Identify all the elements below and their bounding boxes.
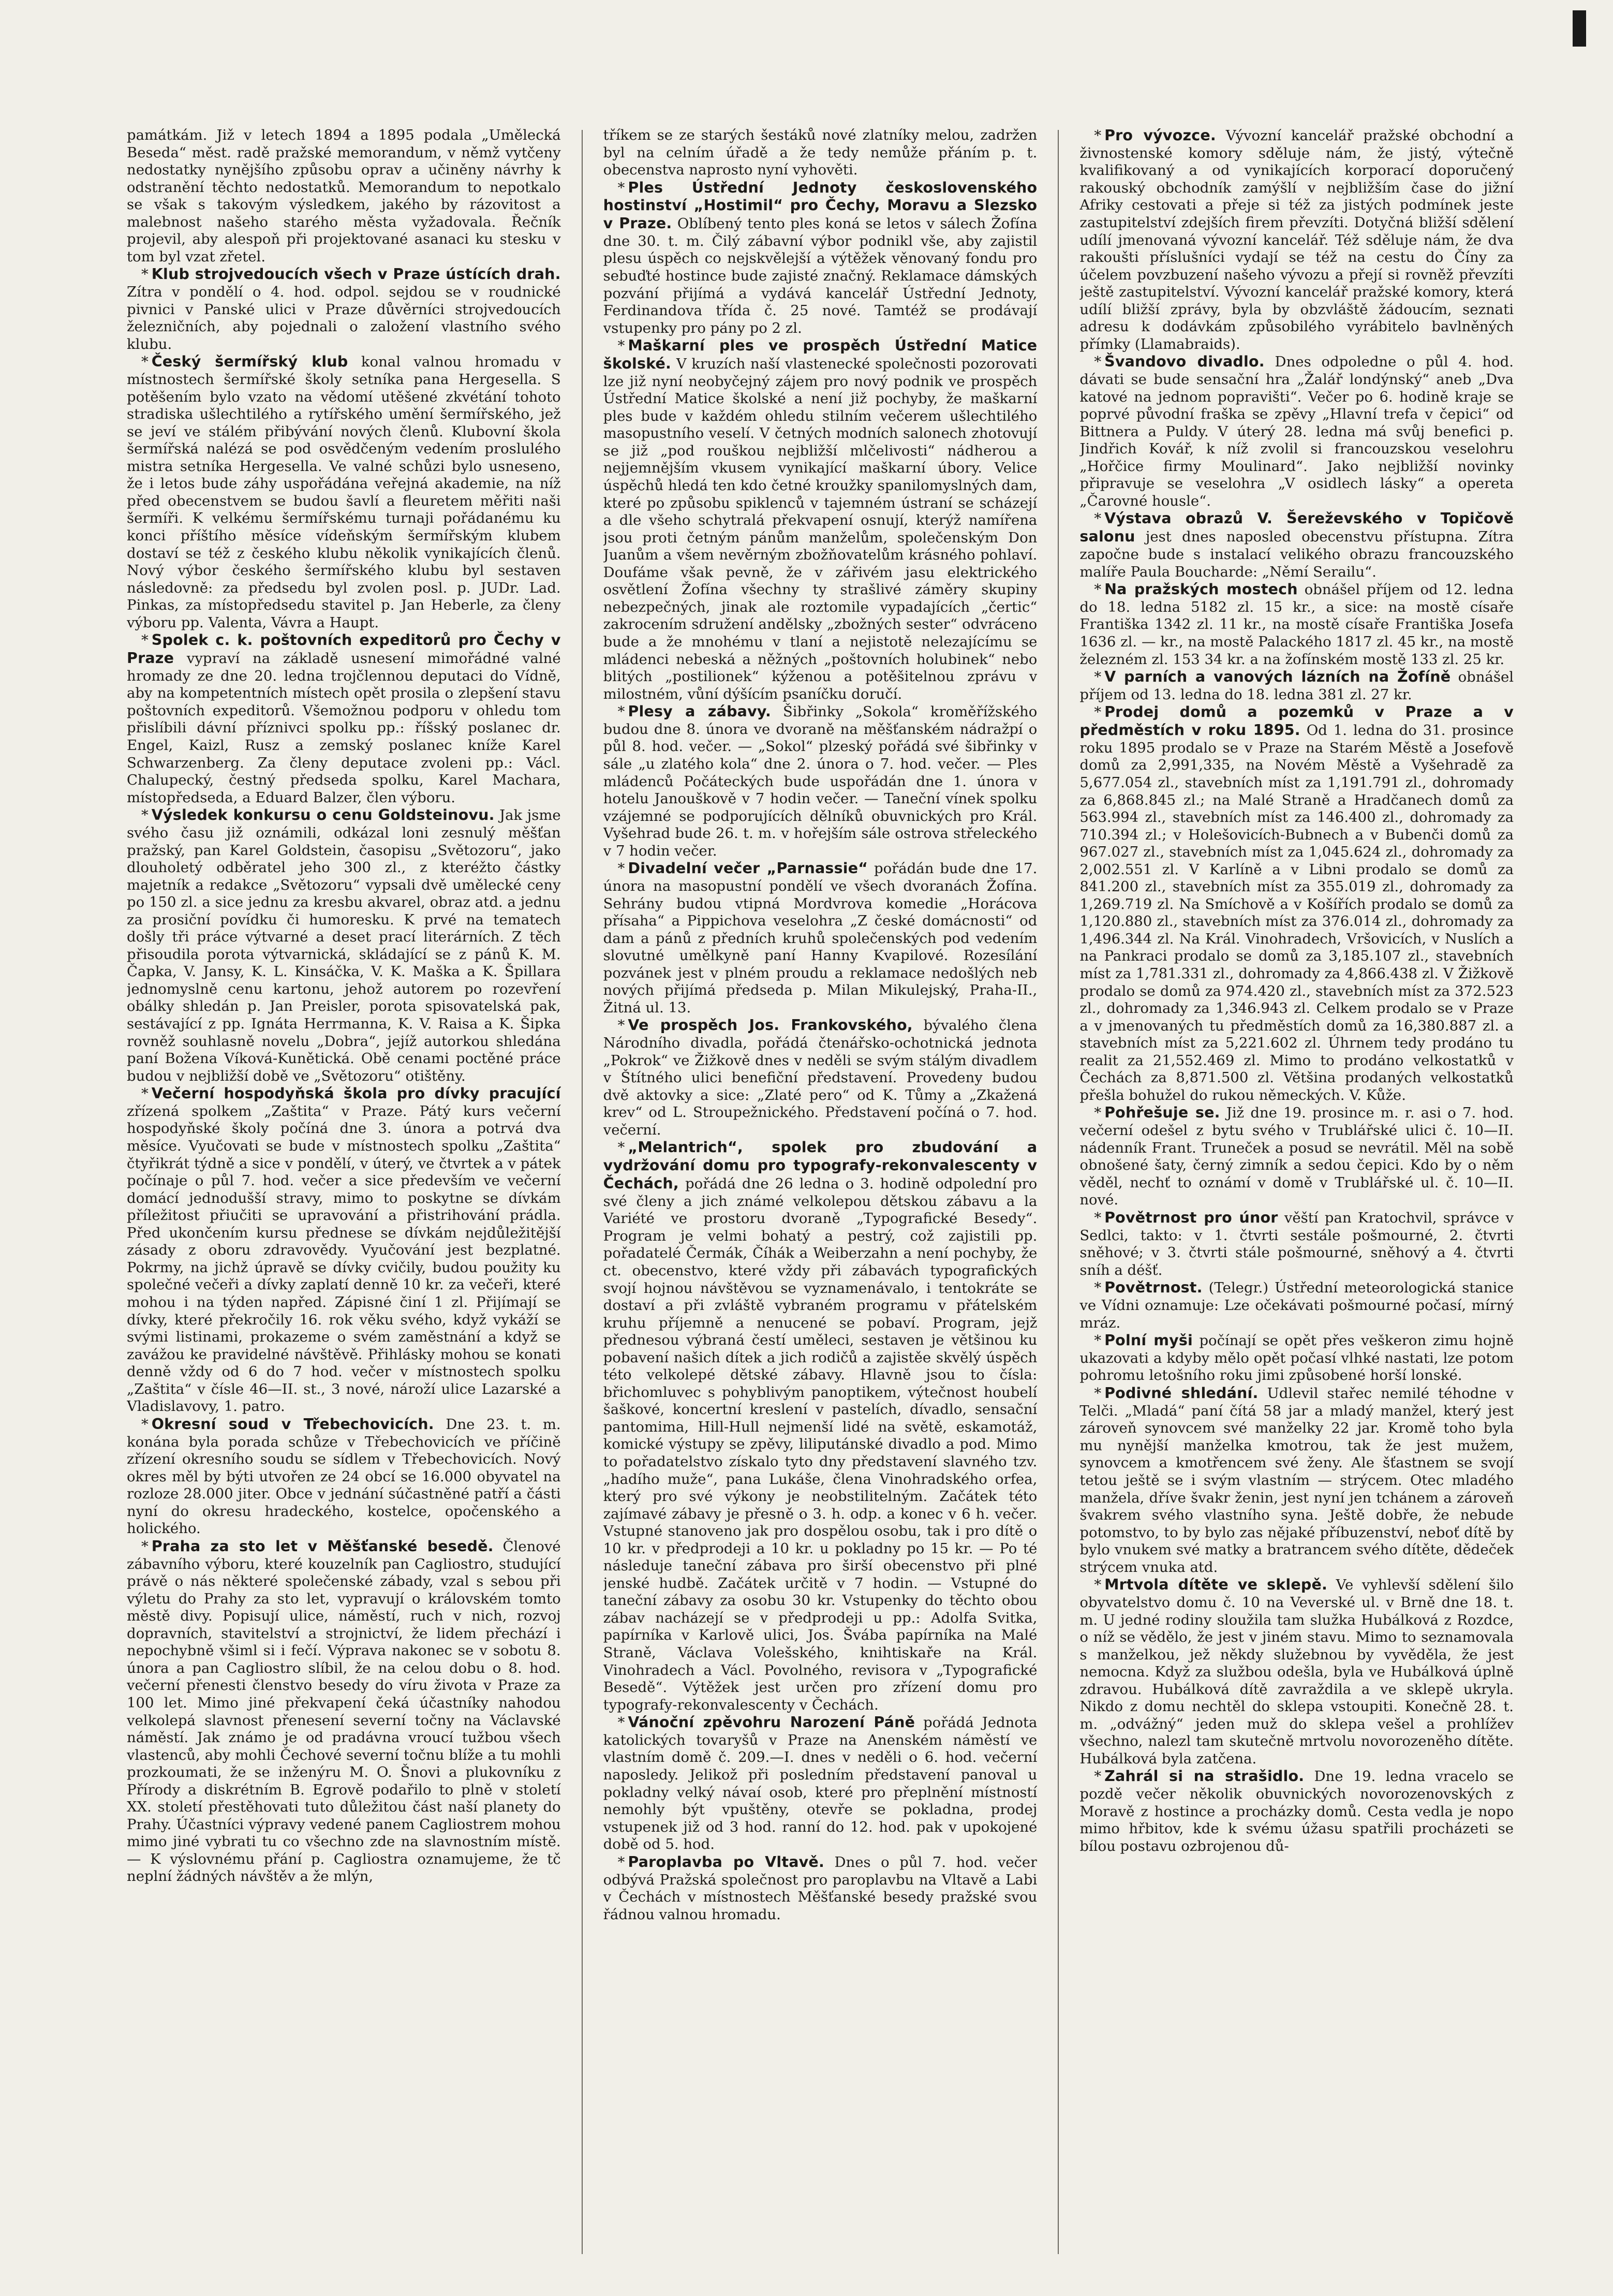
article-body: konal valnou hromadu v místnostech šermířské školy setníka pana Hergesella. S potěšením bylo vzato na vědomí utěšené zkvétání tohoto stradiska ušlechtilého a rytířského umění šermířského, jež se jeví ve stálém přibývání nových členů. Klubovní škola šermířská nalézá se pod osvědčeným vedením proslulého mistra setníka Hergesella. Ve valné schůzi bylo usneseno, že i letos bude záhy uspořádána veřejná akademie, na níž před obecenstvem se budou šavlí a fleuretem měřiti naši šermíři. K velkému šermířskému turnaji pořádanému ku konci příštího měsíce vídeňským šermířským klubem dostaví se též z českého klubu několik vynikajících členů. Nový výbor českého šermířského klubu byl sestaven následovně: za předsedu byl zvolen posl. p. JUDr. Lad. Pinkas, za místopředsedu stavitel p. Jan Heberle, za členy výboru pp. Valenta, Vávra a Haupt. bbox=[127, 354, 561, 631]
article bbox=[1079, 668, 1514, 703]
article-headline: Zahrál si na strašidlo. bbox=[1104, 1768, 1305, 1785]
article-marker-icon: * bbox=[1094, 1577, 1102, 1594]
article bbox=[1079, 581, 1514, 668]
article-marker-icon: * bbox=[617, 1139, 625, 1156]
article bbox=[603, 1714, 1038, 1853]
article-headline: Vánoční zpěvohru Narození Páně bbox=[628, 1714, 915, 1731]
article-marker-icon: * bbox=[617, 179, 625, 196]
article-headline: V parních a vanových lázních na Žofíně bbox=[1104, 668, 1451, 686]
column-1 bbox=[127, 127, 561, 2264]
article-body: Dnes odpoledne o půl 4. hod. dávati se bude sensační hra „Žalář londýnský“ aneb „Dva katové na jednom popravišti“. Večer po 6. hodině kraje se poprvé původní fraška se zpěvy „Hlavní trefa v čepici“ od Bittnera a Puldy. V úterý 28. ledna má svůj benefici p. Jindřich Kovář, k níž zvolil si francouzskou veselohru „Hořčice firmy Moulinard“. Jako nejbližší novinky připravuje se veselohra „V osidlech lásky“ a opereta „Čarovné housle“. bbox=[1079, 354, 1514, 509]
article bbox=[1079, 127, 1514, 353]
article bbox=[1079, 1768, 1514, 1855]
article-headline: Divadelní večer „Parnassie“ bbox=[628, 860, 868, 877]
article-marker-icon: * bbox=[1094, 510, 1102, 527]
article-marker-icon: * bbox=[617, 860, 625, 877]
text-columns bbox=[127, 127, 1514, 2264]
article bbox=[603, 1139, 1038, 1714]
article-headline: Švandovo divadlo. bbox=[1104, 353, 1265, 371]
article-body: Dne 23. t. m. konána byla porada schůze v Třebechovicích ve příčině zřízení okresního soudu se sídlem v Třebechovicích. Nový okres měl by býti utvořen ze 24 obcí se 16.000 obyvatel na rozloze 28.000 jiter. Obce v jednání súčastněné patří a části nyní do okresu hradeckého, kostelce, opočenského a holického. bbox=[127, 1416, 561, 1537]
article-headline: Výstava obrazů V. Šereževského v Topičově salonu bbox=[1079, 510, 1514, 546]
article-body: Šibřinky „Sokola“ kroměřížského budou dne 8. února ve dvoraně na měšťanském nádražpí o půl 8. hod. večer. — „Sokol“ plzeský pořádá své šibřinky v sále „u zlatého kola“ dne 2. února o 7. hod. večer. — Ples mládenců Počáteckých bude uspořádán dne 1. února v hotelu Janouškově v 7 hodin večer. — Taneční vínek spolku vzájemné se podporujících dělníků obuvnických pro Král. Vyšehrad bude 26. t. m. v hořejším sále ostrova střeleckého v 7 hodin večer. bbox=[603, 703, 1038, 859]
article-headline: Ve prospěch Jos. Frankovského, bbox=[628, 1017, 913, 1034]
article-headline: Klub strojvedoucích všech v Praze ústících drah. bbox=[151, 266, 561, 283]
article-body: památkám. Již v letech 1894 a 1895 podala „Umělecká Beseda“ měst. radě pražské memorandum, v němž vytčeny nedostatky nynějšího způsobu oprav a učiněny návrhy k odstranění těchto nedostatků. Memorandum to nepotkalo se však s takovým výsledkem, jakého by rázovitost a malebnost našeho starého města vyžadovala. Řečník projevil, aby alespoň při projektované asanaci ku stesku v tom byl vzat zřetel. bbox=[127, 127, 561, 265]
article-headline: Plesy a zábavy. bbox=[628, 703, 772, 720]
article-headline: Mrtvola dítěte ve sklepě. bbox=[1104, 1576, 1328, 1594]
article-marker-icon: * bbox=[1094, 1279, 1102, 1297]
article-body: Od 1. ledna do 31. prosince roku 1895 prodalo se v Praze na Starém Městě a Josefově domů za 2,991,335, na Novém Městě a Vyšehradě za 5,677.054 zl., stavebních míst za 1,191.791 zl., dohromady za 6,868.845 zl.; na Malé Straně a Hradčanech domů za 563.994 zl., stavebních míst za 146.400 zl., dohromady za 710.394 zl.; v Holešovicích-Bubnech a v Bubenči domů za 967.027 zl., stavebních míst za 1,045.624 zl., dohromady za 2,002.551 zl. V Karlíně a v Libni prodalo se domů za 841.200 zl., stavebních míst za 355.019 zl., dohromady za 1,269.719 zl. Na Smíchově a v Košířích prodalo se domů za 1,120.880 zl., stavebních míst za 376.014 zl., dohromady za 1,496.344 zl. Na Král. Vinohradech, Vršovicích, v Nuslích a na Pankraci prodalo se domů za 3,185.107 zl., stavebních míst za 1,781.331 zl., dohromady za 4,866.438 zl. V Žižkově prodalo se domů za 974.420 zl., stavebních míst za 372.523 zl., dohromady za 1,346.943 zl. Celkem prodalo se v Praze a v jmenovaných tu předměstích domů za 16,380.887 zl. a stavebních míst za 5,221.602 zl. Úhrnem tedy prodáno tu realit za 21,552.469 zl. Mimo to prodáno velkostatků v Čechách za 8,871.500 zl. Většina prodaných velkostatků přešla bohužel do rukou německých. V. Kůže. bbox=[1079, 722, 1514, 1103]
article-body: pořádán bude dne 17. února na masopustní pondělí ve všech dvoranách Žofína. Sehrány budou vtipná Mordvrova komedie „Horácova přísaha“ a Pippichova veselohra „Z české domácnosti“ od dam a pánů z předních kruhů společenských pod vedením slovutné umělkyně paní Hanny Kvapilové. Rozesílání pozvánek jest v plném proudu a reklamace nedošlých neb nových přijímá předseda p. Milan Mikulejský, Praha-II., Žitná ul. 13. bbox=[603, 860, 1038, 1016]
article-headline: Český šermířský klub bbox=[151, 353, 348, 371]
article-body: obnášel příjem od 13. ledna do 18. ledna 381 zl. 27 kr. bbox=[1079, 669, 1514, 703]
article-marker-icon: * bbox=[617, 1017, 625, 1034]
article-body: tříkem se ze starých šestáků nové zlatníky melou, zadržen byl na celním úřadě a že tedy nemůže přáním p. t. obecenstva naprosto nyní vyhověti. bbox=[603, 127, 1038, 179]
article-body: Jak jsme svého času již oznámili, odkázal loni zesnulý měšťan pražský, pan Karel Goldstein, časopisu „Světozoru“, jako dlouholetý odběratel jeho 300 zl., z kteréžto částky majetník a redakce „Světozoru“ vypsali dvě umělecké ceny po 150 zl. a sice jednu za kresbu akvarel, obraz atd. a jednu za prosiční povídku či humoresku. K prvé na tematech došly tři práce výtvarné a deset prací literárních. Z těch přisoudila porota výtvarnická, skládající se z pánů K. M. Čapka, V. Jansy, K. L. Kinsáčka, V. K. Maška a K. Špillara jednomyslně cenu kartonu, jehož autorem po rozevření obálky shledán p. Jan Preisler, porota spisovatelská pak, sestávající z pp. Ignáta Herrmanna, K. V. Raisa a K. Šipka rovněž souhlasně novelu „Dobra“, jejíž autorkou shledána paní Božena Víková-Kunětická. Obě cenami poctěné práce budou v nejbližší době ve „Světozoru“ otištěny. bbox=[127, 807, 561, 1084]
article bbox=[1079, 1576, 1514, 1768]
article-headline: Polní myši bbox=[1104, 1332, 1193, 1349]
column-rule bbox=[1058, 130, 1059, 2254]
article-marker-icon: * bbox=[1094, 1105, 1102, 1122]
article bbox=[127, 1085, 561, 1416]
article bbox=[603, 127, 1038, 179]
article bbox=[603, 337, 1038, 703]
column-2 bbox=[603, 127, 1038, 2264]
article-marker-icon: * bbox=[141, 1085, 149, 1102]
article bbox=[1079, 1332, 1514, 1385]
article-marker-icon: * bbox=[617, 703, 625, 720]
article bbox=[127, 266, 561, 353]
article-headline: Večerní hospodyňská škola pro dívky pracující bbox=[151, 1085, 561, 1102]
article-body: jest dnes naposled obecenstvu přístupna. Zítra započne bude s instalací velikého obrazu francouzského malíře Paula Boucharde: „Němí Serailu“. bbox=[1079, 528, 1514, 580]
article bbox=[127, 353, 561, 631]
column-rule bbox=[582, 130, 583, 2254]
article-marker-icon: * bbox=[617, 1853, 625, 1871]
article-body: Členové zábavního výboru, které kouzelník pan Cagliostro, studující právě o nás některé společenské zábady, vzal s sebou při výletu do Prahy za sto let, vypravují o královském tomto městě divy. Popisují ulice, náměstí, ruch v nich, rozvoj dopravních, stavitelství a strojnictví, že lidem přechází i nepochybně všiml si i fečí. Výprava nakonec se v sobotu 8. února a pan Cagliostro slíbil, že na celou dobu o 8. hod. večerní přenesti členstvo besedy do víru života v Praze za 100 let. Mimo jiné překvapení čeká účastníky nahodou velkolepá slavnost přenesení severní točny na Václavské náměstí. Jak známo je od pradávna vroucí tužbou všech vlastenců, aby mohli Čechové severní točnu blíže a tu mohli prozkoumati, že se inženýru M. O. Šnovi a plukovníku z Přírody a diskrétním B. Egrově podařilo to plně v století XX. století přestěhovati tuto důležitou část naší planety do Prahy. Účastníci výpravy vedené panem Cagliostrem mohou mimo jiné vybrati tu co všechno zde na slavnostním místě. — K výslovnému přání p. Cagliostra oznamujeme, že tč neplní žádných návštěv a že mlýn, bbox=[127, 1538, 561, 1885]
article bbox=[1079, 510, 1514, 581]
article bbox=[603, 703, 1038, 860]
article-body: Již dne 19. prosince m. r. asi o 7. hod. večerní odešel z bytu svého v Trublářské ulici č. 10—II. nádenník Frant. Truneček a posud se nevrátil. Měl na sobě obnošené šaty, černý zimník a sedou čepici. Kdo by o něm věděl, nechť to oznámí v domě v Trublářské ul. č. 10—II. nové. bbox=[1079, 1105, 1514, 1209]
article-headline: Prodej domů a pozemků v Praze a v předměstích v roku 1895. bbox=[1079, 703, 1514, 739]
article-marker-icon: * bbox=[141, 1538, 149, 1555]
article-body: V kruzích naší vlastenecké společnosti pozorovati lze již nyní neobyčejný zájem pro nový podnik ve prospěch Ústřední Matice školské a není již pochyby, že maškarní ples bude v každém ohledu stilním večerem ušlechtilého masopustního veselí. V četných modních salonech zhotovují se již „pod rouškou nejbližší mlčelivosti“ nádherou a nejjemnějším vkusem vynikající maškarní úbory. Velice úspěchů hledá ten kdo četné kroužky spanilomyslných dam, které po způsobu spiklenců v tajemném ústraní se scházejí a dle všeho schytralá překvapení osnují, kterýž namířena jsou proti četným pánům manželům, společenským Don Juanům a všem nevěrným zbožňovatelům krásného pohlaví. Doufáme však pevně, že v zářivém jasu elektrického osvětlení Žofína všechny ty strašlivé záměry skupiny nebezpečných, jinak ale roztomile vypadajících „čertic“ zakrocením sdružení andělsky „zbožných sester“ odvráceno bude a že mnohému v tlaní a nejistotě nelezajícímu se mládenci nebeská a něžných „poštovních holubinek“ nebo blitých „postilionek“ kýženou a potěšitelnou zprávu v milostném, vůní dýšícím psaníčku doručí. bbox=[603, 355, 1038, 702]
article-body: Ve vyhlevší sdělení šilo obyvatelstvo domu č. 10 na Veverské ul. v Brně dne 18. t. m. U jedné rodiny sloužila tam služka Hubálková z Rozdce, o níž se vědělo, že jest v jiném stavu. Mimo to seznamovala s manželkou, jež někdy služebnou by vyvěděla, že jest nemocna. Když za službou odešla, byla ve Hubálková úplně zdravou. Hubálková dítě zavraždila a ve sklepě ukryla. Nikdo z domu nechtěl do sklepa vstoupiti. Konečně 28. t. m. „odvážný“ jeden muž do sklepa vešel a prohlížev všechno, nalezl tam skutečně mrtvolu novorozeněho dítěte. Hubálková byla zatčena. bbox=[1079, 1577, 1514, 1767]
article-headline: Paroplavba po Vltavě. bbox=[628, 1853, 824, 1871]
article-headline: Povětrnost pro únor bbox=[1104, 1209, 1278, 1226]
article-body: Dnes o půl 7. hod. večer odbývá Pražská společnost pro paroplavbu na Vltavě a Labi v Čechách v místnostech Měšťanské besedy pražské svou řádnou valnou hromadu. bbox=[603, 1853, 1038, 1923]
article bbox=[127, 631, 561, 806]
article-body: bývalého člena Národního divadla, pořádá čtenářsko-ochotnická jednota „Pokrok“ ve Žižkově dnes v neděli se svým stálým divadlem v Štítného ulici benefiční představení. Provedeny budou dvě aktovky a sice: „Zlaté pero“ od K. Tůmy a „Zkažená krev“ od L. Stroupežnického. Představení počíná o 7. hod. večerní. bbox=[603, 1017, 1038, 1138]
article-headline: Podivné shledání. bbox=[1104, 1385, 1259, 1402]
article-body: zřízená spolkem „Zaštita“ v Praze. Pátý kurs večerní hospodyňské školy počíná dne 3. února a potrvá dva měsíce. Vyučovati se bude v místnostech spolku „Zaštita“ čtyřikrát týdně a sice v pondělí, v úterý, ve čtvrtek a v pátek počínaje o půl 7. hod. večer a sice především ve večerní domácí jednodušší stravy, mimo to poskytne se dívkám příležitost přiučiti se upravování a přistrihování prádla. Před ukončením kursu přednese se dívkám nejdůležitější zásady z oboru zdravovědy. Vyučování jest bezplatné. Pokrmy, na jichž úpravě se dívky cvičily, budou použity ku společné večeři a dívky zaplatí denně 10 kr. za večeři, které mohou i na týden napřed. Zápisné činí 1 zl. Přijímají se dívky, které překročily 16. rok věku svého, když vykáží se svými listinami, prokazeme o svém zaměstnání a když se zavážou ke pravidelné návštěvě. Přihlásky mohou se konati denně vždy od 6 do 7 hod. večer v místnostech spolku „Zaštita“ v čísle 46—II. st., 3 nové, nároží ulice Lazarské a Vladislavovy, 1. patro. bbox=[127, 1102, 561, 1415]
article-marker-icon: * bbox=[1094, 669, 1102, 686]
article-body: Oblíbený tento ples koná se letos v sálech Žofína dne 30. t. m. Čilý zábavní výbor podnikl vše, aby zajistil plesu úspěch co nejskvělejší a výtěžek věnovaný fondu pro sebuďté hostince bude zajisté značný. Reklamace dámských pozvání přijímá a vydává kancelář Ústřední Jednoty, Ferdinandova třída č. 25 nové. Tamtéž se prodávají vstupenky pro pány po 2 zl. bbox=[603, 215, 1038, 336]
article bbox=[127, 1538, 561, 1886]
article-headline: Na pražských mostech bbox=[1104, 581, 1298, 598]
article-body: Zítra v pondělí o 4. hod. odpol. sejdou se v roudnické pivnici v Panské ulici v Praze důvěrníci strojvedoucích železničních, aby pojednali o založení vlastního svého klubu. bbox=[127, 284, 561, 352]
article-headline: Okresní soud v Třebechovicích. bbox=[151, 1415, 434, 1433]
article bbox=[1079, 1209, 1514, 1279]
article-headline: Spolek c. k. poštovních expeditorů pro Čechy v Praze bbox=[127, 631, 561, 667]
page-edge-mark bbox=[1573, 10, 1586, 47]
article bbox=[603, 1853, 1038, 1923]
article-marker-icon: * bbox=[1094, 581, 1102, 598]
article-marker-icon: * bbox=[141, 807, 149, 824]
article bbox=[1079, 703, 1514, 1104]
article-marker-icon: * bbox=[617, 337, 625, 355]
article-marker-icon: * bbox=[1094, 704, 1102, 721]
article bbox=[603, 1017, 1038, 1139]
article bbox=[603, 860, 1038, 1017]
article-headline: Maškarní ples ve prospěch Ústřední Matice školské. bbox=[603, 337, 1038, 372]
article bbox=[1079, 1104, 1514, 1209]
article-headline: Povětrnost. bbox=[1104, 1279, 1203, 1297]
article-body: vypraví na základě usnesení mimořádné valné hromady ze dne 20. ledna trojčlennou deputaci do Vídně, aby na kompetentních místech opět prosila o zlepšení stavu poštovních expeditorů. Všemožnou podporu v ohledu tom přislíbili dávní příznivci spolku pp.: říšský poslanec dr. Engel, Kaizl, Rusz a zemský poslanec kníže Karel Schwarzenberg. Za členy deputace zvoleni pp.: Václ. Chalupecký, čestný předseda spolku, Karel Machara, místopředseda, a Eduard Balzer, člen výboru. bbox=[127, 650, 561, 806]
article bbox=[127, 1416, 561, 1538]
article-headline: Ples Ústřední Jednoty československého hostinství „Hostimil“ pro Čechy, Moravu a Slezsko v Praze. bbox=[603, 179, 1038, 232]
article bbox=[127, 806, 561, 1085]
article-body: věští pan Kratochvil, správce v Sedlci, takto: v 1. čtvrti sestále pošmourné, 2. čtvrti sněhové; v 3. čtvrti stále pošmourné, sněhový a 4. čtvrti sníh a déšť. bbox=[1079, 1209, 1514, 1278]
article-marker-icon: * bbox=[1094, 354, 1102, 371]
article bbox=[1079, 1279, 1514, 1332]
article-marker-icon: * bbox=[1094, 127, 1102, 144]
article-headline: Praha za sto let v Měšťanské besedě. bbox=[151, 1537, 494, 1555]
article-body: Dne 19. ledna vracelo se pozdě večer několik obuvnických novorozenovských z Moravě z hostince a procházky domů. Cesta vedla je nopo mimo hřbitov, kde k svému úžasu spatřili procházeti se bílou postavu ozbrojenou dů- bbox=[1079, 1768, 1514, 1855]
article-headline: „Melantrich“, spolek pro zbudování a vydržování domu pro typografy-rekonvalescenty v Čechách, bbox=[603, 1139, 1038, 1192]
column-3 bbox=[1079, 127, 1514, 2264]
article-marker-icon: * bbox=[1094, 1385, 1102, 1402]
article-marker-icon: * bbox=[1094, 1332, 1102, 1349]
article bbox=[1079, 1385, 1514, 1576]
article-body: Vývozní kancelář pražské obchodní a živnostenské komory sděluje nám, že jistý, výtečně kvalifikovaný a od vynikajících korporací doporučený rakouský obchodník zamýšlí v nejbližším čase do jižní Afriky cestovati a přeje si též za jistých podmínek jeste zastupitelství zdejších firem převzíti. Dotyčná bližší sdělení udílí jmenovaná vývozní kancelář. Též sděluje nám, že dva rakoušti příslušníci vydají se též na cestu do Číny za účelem povzbuzení našeho vývozu a přejí si rovněž převzíti ještě zastupitelství. Vývozní kancelář pražské komory, která udílí bližší zprávy, byla by obzvláště žádoucím, seznati adresu k dodávkám způsobilého vyrábitelo bavlněných přímky (Llamabraids). bbox=[1079, 127, 1514, 352]
article bbox=[127, 127, 561, 266]
article-body: počínají se opět přes veškeron zimu hojně ukazovati a kdyby mělo opět počasí vlhké nastati, lze potom pohromu letošního roku jimi způsobené horší lonské. bbox=[1079, 1332, 1514, 1384]
article-marker-icon: * bbox=[617, 1714, 625, 1731]
article-marker-icon: * bbox=[141, 354, 149, 371]
article-marker-icon: * bbox=[141, 1416, 149, 1433]
article-marker-icon: * bbox=[1094, 1768, 1102, 1785]
article-headline: Pro vývozce. bbox=[1104, 127, 1216, 144]
article-marker-icon: * bbox=[1094, 1209, 1102, 1226]
article-headline: Pohřešuje se. bbox=[1104, 1104, 1220, 1122]
article bbox=[603, 179, 1038, 337]
article bbox=[1079, 353, 1514, 510]
article-body: Udlevil stařec nemilé téhodne v Telči. „Mladá“ paní čítá 58 jar a mladý manžel, který jest zároveň synovcem své manželky 22 jar. Kromě toho byla mu nynější manželka kmotrou, tak že jest mužem, synovcem a kmotřencem své ženy. Ale šťastnem se svojí tetou ještě se i svým vlastním — strýcem. Otec mladého manžela, dříve švakr ženin, jest nyní jen tchánem a zároveň švakrem svého vlastního syna. Ještě dobře, že nebude potomstvo, to by bylo zas nějaké příbuzenství, neboť dítě by bylo vnukem své matky a bratrancem svého dítěte, dědeček strýcem vnuka atd. bbox=[1079, 1385, 1514, 1576]
article-body: pořádá Jednota katolických tovaryšů v Praze na Anenském náměstí ve vlastním domě č. 209.—I. dnes v neděli o 6. hod. večerní naposledy. Jelikož při posledním představení panoval u pokladny velký návaí osob, které pro přeplnění místností nemohly být vpuštěny, otevře se pokladna, prodej vstupenek již od 3 hod. ranní do 12. hod. pak v upokojené době od 5. hod. bbox=[603, 1714, 1038, 1853]
article-body: obnášel příjem od 12. ledna do 18. ledna 5182 zl. 15 kr., a sice: na mostě císaře Františka 1342 zl. 11 kr., na mostě císaře Františka Josefa 1636 zl. — kr., na mostě Palackého 1817 zl. 45 kr., na mostě železném zl. 153 34 kr. a na žofínském mostě 133 zl. 25 kr. bbox=[1079, 581, 1514, 668]
article-marker-icon: * bbox=[141, 266, 149, 283]
article-headline: Výsledek konkursu o cenu Goldsteinovu. bbox=[151, 806, 495, 824]
article-body: pořádá dne 26 ledna o 3. hodině odpolední pro své členy a jich známé velkolepou dětskou zábavu a la Variété ve prostoru dvoraně „Typografické Besedy“. Program je velmi bohatý a pestrý, což zajistili pp. pořadatelé Čermák, Číhák a Weiberzahn a není pochyby, že ct. obecenstvo, které vždy při zábavách typografických svojí hojnou návštěvou se vyznamenávalo, i tentokráte se dostaví a při zvláště vybraném programu v přátelském kruhu příjemně a nenucené se pobaví. Program, jejž přednesou výbraná čestí uměleci, sestaven je většinou ku pobavení našich dítek a jich rodičů a zajistěe skvělý úspěch této velkolepé dětské zábavy. Hlavně jsou to čísla: břichomluvec s pohyblivým panoptikem, výtečnost houbelí šaškové, koncertní kreslení v pastelích, dívadlo, sensační pantomima, Hill-Hull nejmenší lidé na světě, eskamotáž, komické výstupy se zpěvy, liliputánské divadlo a pod. Mimo to pořadatelstvo získalo tyto dny představení slavného tzv. „hadího muže“, pana Lukáše, člena Vinohradského orfea, který pro své výkony je neobstilitelným. Začátek této zajímavé zábavy je přesně o 3. h. odp. a konec v 6 h. večer. Vstupné stanoveno jak pro dospělou osobu, tak i pro dítě o 10 kr. v předprodeji a 10 kr. u pokladny po 15 kr. — Po té následuje taneční zábava pro širší obecenstvo při plné jenské hudbě. Začátek určitě v 7 hodin. — Vstupné do taneční zábavy za osobu 30 kr. Vstupenky do těchto obou zábav nacházejí se v předprodeji u pp.: Adolfa Svitka, papírníka v Karlově ulici, Jos. Švába papírníka na Malé Straně, Václava Volešského, knihtiskaře na Král. Vinohradech a Václ. Povolného, revisora v „Typografické Besedě“. Výtěžek jest určen pro zřízení domu pro typografy-rekonvalescenty v Čechách. bbox=[603, 1175, 1038, 1713]
article-marker-icon: * bbox=[141, 632, 149, 649]
article-body: (Telegr.) Ústřední meteorologická stanice ve Vídni oznamuje: Lze očekávati pošmourné počasí, mírný mráz. bbox=[1079, 1279, 1514, 1331]
